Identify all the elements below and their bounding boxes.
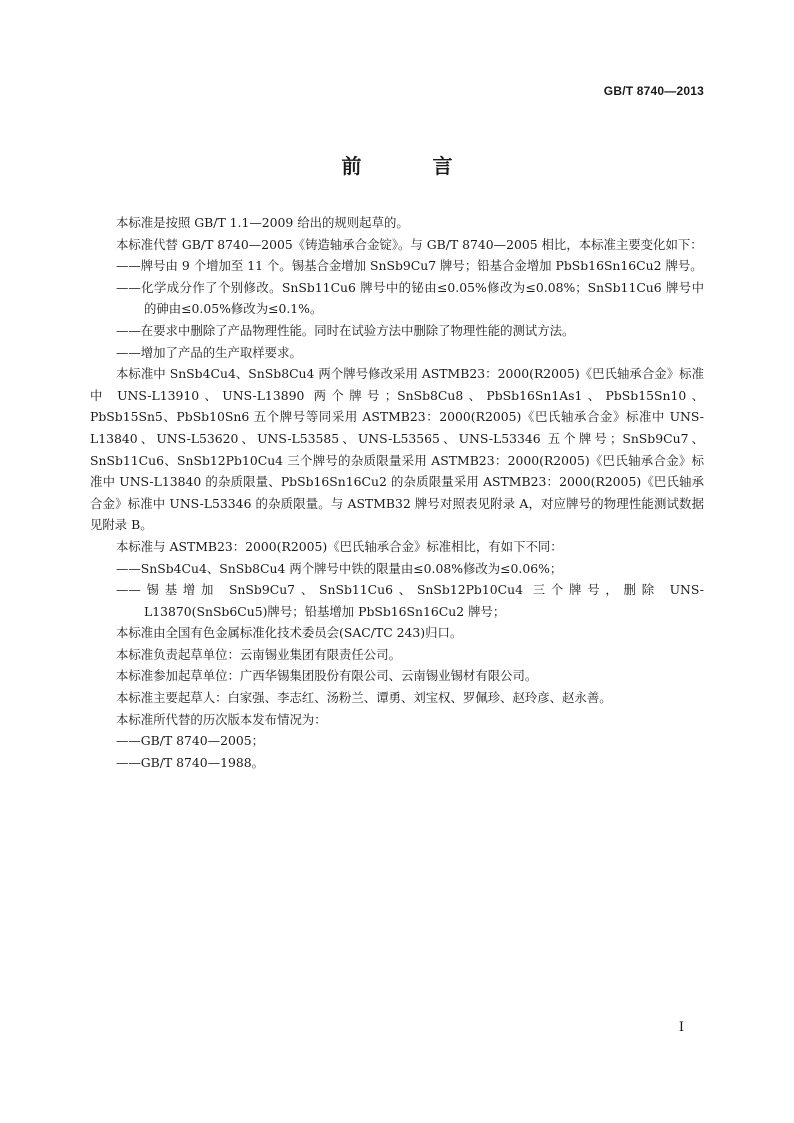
page-title: 前 言 [341, 154, 485, 178]
paragraph-replaces: 本标准代替 GB/T 8740—2005《铸造轴承合金锭》。与 GB/T 8740—2005 相比，本标准主要变化如下： [116, 236, 703, 252]
list-item-grades: ——牌号由 9 个增加至 11 个。锡基合金增加 SnSb9Cu7 牌号；铅基合金增加 PbSb16Sn16Cu2 牌号。 [116, 258, 703, 274]
standard-code: GB/T 8740—2013 [603, 84, 704, 98]
paragraph-participants: 本标准参加起草单位：广西华锡集团股份有限公司、云南锡业锡材有限公司。 [116, 668, 538, 684]
list-item-composition: ——化学成分作了个别修改。SnSb11Cu6 牌号中的铋由≤0.05%修改为≤0.08%；SnSb11Cu6 牌号中的砷由≤0.05%修改为≤0.1%。 [116, 279, 704, 317]
paragraph-differences: 本标准与 ASTMB23：2000(R2005)《巴氏轴承合金》标准相比，有如下不同： [116, 538, 563, 554]
paragraph-committee: 本标准由全国有色金属标准化技术委员会(SAC/TC 243)归口。 [116, 625, 463, 641]
list-item-1988: ——GB/T 8740—1988。 [116, 754, 265, 770]
paragraph-history: 本标准所代替的历次版本发布情况为： [116, 711, 327, 727]
paragraph-basis: 本标准是按照 GB/T 1.1—2009 给出的规则起草的。 [116, 215, 409, 230]
list-item-tin-base: ——锡基增加 SnSb9Cu7、SnSb11Cu6、SnSb12Pb10Cu4 三个牌号，删除 UNS-L13870(SnSb6Cu5)牌号；铅基增加 PbSb16Sn16Cu2 牌号； [116, 582, 704, 619]
list-item-2005: ——GB/T 8740—2005； [116, 733, 265, 749]
list-item-iron-limit: ——SnSb4Cu4、SnSb8Cu4 两个牌号中铁的限量由≤0.08%修改为≤0.06%； [116, 560, 563, 576]
list-item-sampling: ——增加了产品的生产取样要求。 [116, 344, 302, 360]
paragraph-drafters: 本标准主要起草人：白家强、李志红、汤粉兰、谭勇、刘宝权、罗佩珍、赵玲彦、赵永善。 [116, 690, 612, 706]
list-item-physical: ——在要求中删除了产品物理性能。同时在试验方法中删除了物理性能的测试方法。 [116, 322, 575, 338]
paragraph-lead-drafter: 本标准负责起草单位：云南锡业集团有限责任公司。 [116, 646, 401, 662]
document-body [90, 212, 704, 773]
page-number: I [678, 1020, 684, 1035]
paragraph-astm-adoption: 本标准中 SnSb4Cu4、SnSb8Cu4 两个牌号修改采用 ASTMB23：2000(R2005)《巴氏轴承合金》标准中 UNS-L13910、UNS-L13890 两个牌号；SnSb8Cu8、PbSb16Sn1As1、PbSb15Sn10、PbSb15Sn5、PbSb10Sn6 五个牌号等同采用 ASTMB23：2000(R2005)《巴氏轴承合金》标准中 UNS-L13840、UNS-L53620、UNS-L53585、UNS-L53565、UNS-L53346 五个牌号；SnSb9Cu7、SnSb11Cu6、SnSb12Pb10Cu4 三个牌号的杂质限量采用 ASTMB23：2000(R2005)《巴氏轴承合金》标准中 UNS-L13840 的杂质限量、PbSb16Sn16Cu2 的杂质限量采用 ASTMB23：2000(R2005)《巴氏轴承合金》标准中 UNS-L53346 的杂质限量。与 ASTMB32 牌号对照表见附录 A，对应牌号的物理性能测试数据见附录 B。 [90, 366, 704, 533]
